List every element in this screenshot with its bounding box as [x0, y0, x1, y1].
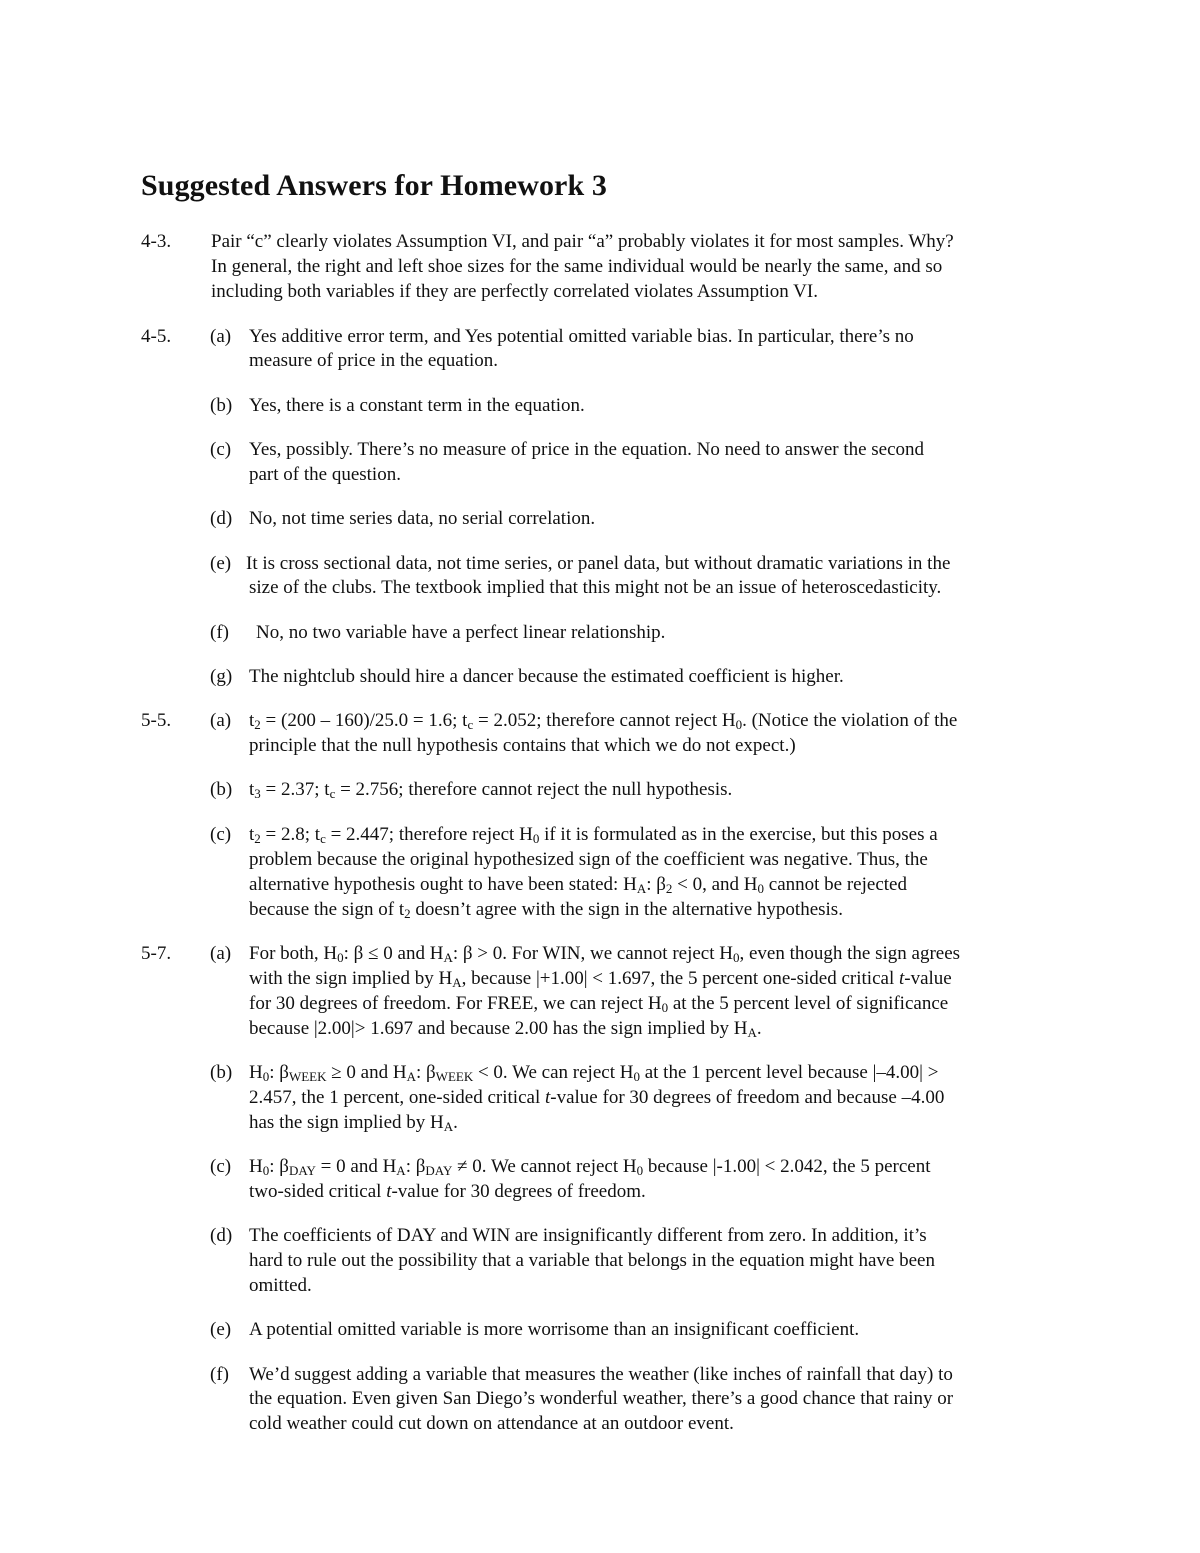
answer-line: hard to rule out the possibility that a variable that belongs in the equation might have been	[249, 1250, 935, 1271]
part-label: (e)	[210, 1319, 232, 1340]
answer-line: measure of price in the equation.	[249, 350, 499, 371]
answer-line: principle that the null hypothesis contains that which we do not expect.)	[249, 735, 796, 756]
part-label: (a)	[210, 326, 232, 347]
part-label: (f)	[210, 1364, 229, 1385]
part-label: (c)	[210, 824, 232, 845]
part-label: (d)	[210, 508, 233, 529]
answer-line: Pair “c” clearly violates Assumption VI, and pair “a” probably violates it for most samples. Why?	[211, 231, 954, 252]
answer-line: In general, the right and left shoe sizes for the same individual would be nearly the same, and so	[211, 256, 943, 277]
question-number: 4-5.	[141, 326, 172, 347]
part-label: (a)	[210, 943, 232, 964]
answer-line: No, no two variable have a perfect linear relationship.	[256, 622, 666, 643]
part-label: (b)	[210, 395, 233, 416]
part-label: (f)	[210, 622, 229, 643]
question-number: 5-5.	[141, 710, 172, 731]
part-label: (b)	[210, 1062, 233, 1083]
answer-line: We’d suggest adding a variable that measures the weather (like inches of rainfall that day) to	[249, 1364, 953, 1385]
answer-line: for 30 degrees of freedom. For FREE, we can reject $H_0$ at the 5 percent level of significance	[249, 993, 949, 1015]
part-label: (a)	[210, 710, 232, 731]
part-label: (c)	[210, 439, 232, 460]
answer-line: The coefficients of DAY and WIN are insignificantly different from zero. In addition, it’s	[249, 1225, 927, 1246]
answer-line: problem because the original hypothesized sign of the coefficient was negative. Thus, the	[249, 849, 928, 870]
answer-line: No, not time series data, no serial correlation.	[249, 508, 596, 529]
answer-line: because |2.00|> 1.697 and because 2.00 has the sign implied by $H_A$.	[249, 1018, 762, 1040]
part-label: (g)	[210, 666, 233, 687]
answer-line: because the sign of $t_2$ doesn’t agree with the sign in the alternative hypothesis.	[249, 899, 843, 921]
answer-line: The nightclub should hire a dancer because the estimated coefficient is higher.	[249, 666, 844, 687]
answer-line: $H_0$: $\beta_{WEEK} \ge 0$ and $H_A$: $\beta_{WEEK} < 0$. We can reject $H_0$ at the 1 percent level because |–4.00| >	[249, 1062, 939, 1084]
answer-line: 2.457, the 1 percent, one-sided critical t-value for 30 degrees of freedom and because –4.00	[249, 1087, 945, 1108]
answer-line: with the sign implied by $H_A$, because |+1.00| < 1.697, the 5 percent one-sided critical t-value	[249, 968, 952, 990]
part-label: (d)	[210, 1225, 233, 1246]
answer-line: the equation. Even given San Diego’s wonderful weather, there’s a good chance that rainy or	[249, 1388, 954, 1409]
answer-line: Yes additive error term, and Yes potential omitted variable bias. In particular, there’s no	[249, 326, 914, 347]
answer-line: Yes, possibly. There’s no measure of price in the equation. No need to answer the second	[249, 439, 925, 460]
answer-line: including both variables if they are perfectly correlated violates Assumption VI.	[211, 281, 818, 302]
page-title: Suggested Answers for Homework 3	[141, 169, 607, 202]
answer-line: $t_2 = 2.8$; $t_c = 2.447$; therefore reject $H_0$ if it is formulated as in the exercise, but this poses a	[249, 824, 938, 846]
answer-line: For both, $H_0$: β ≤ 0 and $H_A$: β > 0. For WIN, we cannot reject $H_0$, even though the sign agrees	[249, 943, 961, 965]
answer-line: part of the question.	[249, 464, 401, 485]
answer-line: has the sign implied by $H_A$.	[249, 1112, 458, 1134]
part-label: (c)	[210, 1156, 232, 1177]
answer-line: $t_2 = (200 - 160)/25.0 = 1.6$; $t_c = 2.052$; therefore cannot reject $H_0$. (Notice the violation of the	[249, 710, 958, 732]
part-label: (b)	[210, 779, 233, 800]
answer-line: alternative hypothesis ought to have been stated: $H_A$: $\beta_2 < 0$, and $H_0$ cannot be rejected	[249, 874, 907, 896]
answer-line: omitted.	[249, 1275, 312, 1296]
part-label: (e)	[210, 553, 232, 574]
answer-line: Yes, there is a constant term in the equation.	[249, 395, 585, 416]
answer-line: A potential omitted variable is more worrisome than an insignificant coefficient.	[249, 1319, 860, 1340]
answer-line: cold weather could cut down on attendance at an outdoor event.	[249, 1413, 734, 1434]
question-number: 4-3.	[141, 231, 172, 252]
answer-line: $t_3 = 2.37$; $t_c = 2.756$; therefore cannot reject the null hypothesis.	[249, 779, 733, 801]
question-number: 5-7.	[141, 943, 172, 964]
answer-line: two-sided critical t-value for 30 degrees of freedom.	[249, 1181, 646, 1202]
answer-line: size of the clubs. The textbook implied that this might not be an issue of heteroscedasticity.	[249, 577, 942, 598]
answer-line: It is cross sectional data, not time series, or panel data, but without dramatic variations in the	[246, 553, 951, 574]
answer-line: $H_0$: $\beta_{DAY} = 0$ and $H_A$: $\beta_{DAY} \ne 0$. We cannot reject $H_0$ because |-1.00| < 2.042, the 5 percent	[249, 1156, 931, 1178]
